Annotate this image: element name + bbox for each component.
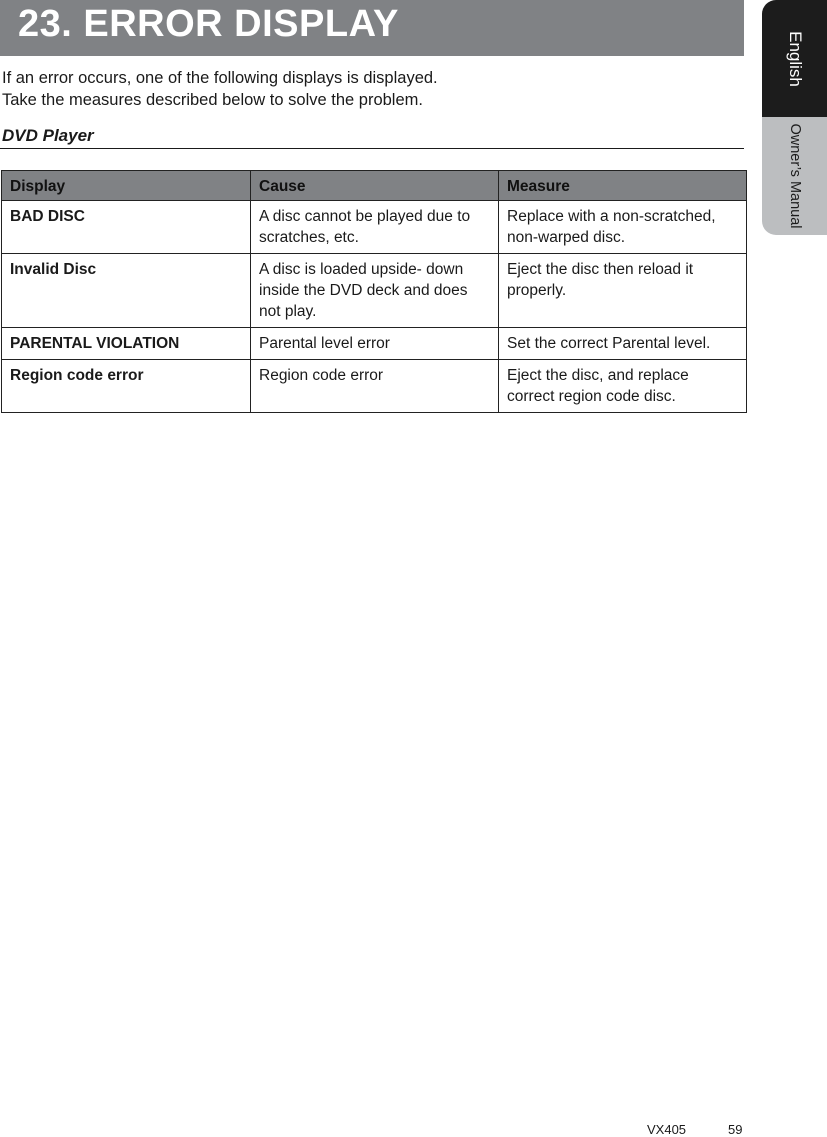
intro-line: If an error occurs, one of the following displays is displayed. [2, 69, 438, 87]
cause-cell: A disc is loaded upside- down inside the DVD deck and does not play. [251, 254, 499, 328]
table-row [2, 201, 747, 254]
section-title-bar [0, 0, 744, 56]
measure-cell: Eject the disc then reload it properly. [499, 254, 747, 328]
intro-paragraph [2, 67, 742, 111]
measure-cell: Set the correct Parental level. [499, 328, 747, 360]
language-tab [762, 0, 827, 117]
cause-cell: Parental level error [251, 328, 499, 360]
display-cell: Invalid Disc [2, 254, 251, 328]
page-number: 59 [728, 1122, 743, 1137]
measure-cell: Replace with a non-scratched, non-warped disc. [499, 201, 747, 254]
intro-line: Take the measures described below to solve the problem. [2, 91, 423, 109]
column-header-measure: Measure [499, 171, 747, 201]
table-row [2, 360, 747, 413]
display-cell: PARENTAL VIOLATION [2, 328, 251, 360]
display-cell: Region code error [2, 360, 251, 413]
section-heading: DVD Player [2, 126, 94, 145]
error-table [1, 170, 747, 413]
manual-tab-label: Owner’s Manual [786, 123, 803, 229]
manual-tab [762, 117, 827, 235]
section-divider [0, 148, 744, 149]
table-row [2, 328, 747, 360]
cause-cell: Region code error [251, 360, 499, 413]
table-header-row [2, 171, 747, 201]
display-cell: BAD DISC [2, 201, 251, 254]
page-title: 23. ERROR DISPLAY [18, 3, 399, 45]
table-row [2, 254, 747, 328]
footer-model: VX405 [647, 1122, 687, 1137]
cause-cell: A disc cannot be played due to scratches, etc. [251, 201, 499, 254]
column-header-cause: Cause [251, 171, 499, 201]
column-header-display: Display [2, 171, 251, 201]
measure-cell: Eject the disc, and replace correct region code disc. [499, 360, 747, 413]
language-tab-label: English [785, 30, 805, 87]
